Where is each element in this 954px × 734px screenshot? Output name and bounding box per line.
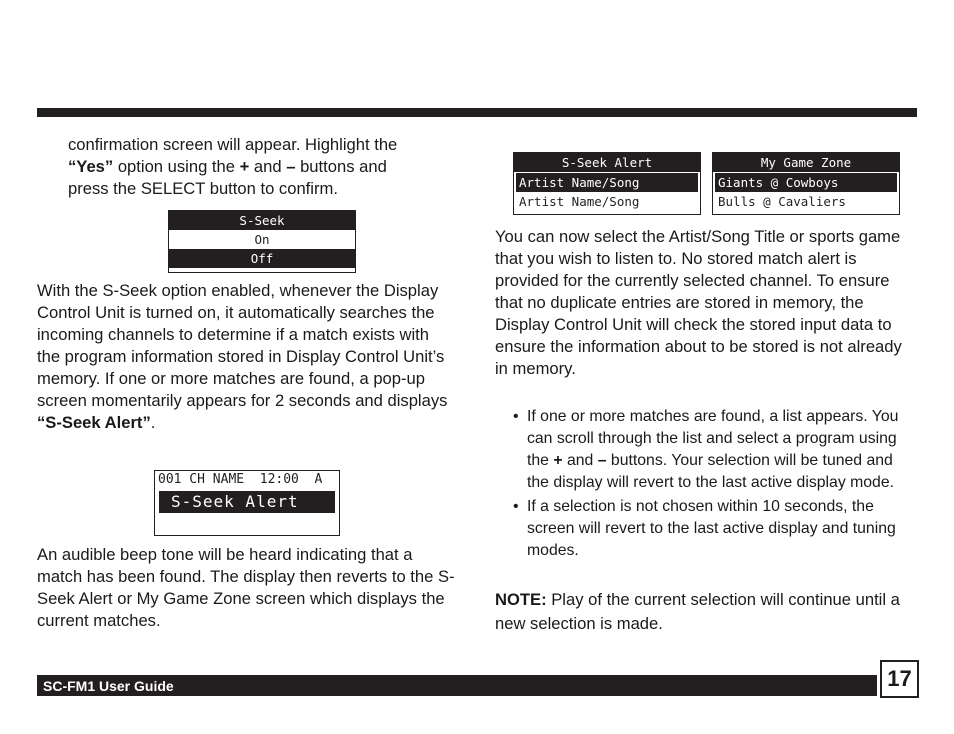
bullet1-text-2: and	[562, 452, 598, 469]
intro-text-3: and	[249, 157, 287, 176]
note-text: Play of the current selection will continue until a new selection is made.	[495, 590, 900, 633]
bullet-dot: •	[513, 408, 519, 425]
plus-symbol: +	[239, 157, 250, 176]
sseek-screen-title: S-Seek	[169, 211, 355, 230]
bullet-item-2	[495, 496, 913, 562]
alert-screen	[154, 470, 340, 536]
note	[495, 588, 913, 636]
page-number: 17	[880, 660, 919, 698]
sseek-option-off: Off	[169, 249, 355, 268]
para2-text: With the S-Seek option enabled, whenever the Display Control Unit is turned on, it automatically searches the incoming channels to determine if a match exists with the program information stored in Display Control Unit’s memory. If one or more matches are found, a pop-up screen momentarily appears for 2 seconds and displays	[37, 281, 448, 410]
sseek-option-on: On	[254, 232, 270, 247]
para3-text: An audible beep tone will be heard indicating that a match has been found. The display then reverts to the S-Seek Alert or My Game Zone screen which displays the current matches.	[37, 545, 455, 630]
intro-text-4: buttons and press the SELECT button to confirm.	[68, 157, 387, 198]
right-para-1	[495, 226, 913, 380]
intro-text-2: option using the	[113, 157, 240, 176]
sseek-screen	[168, 210, 356, 273]
minus-symbol: –	[597, 452, 607, 469]
intro-text: confirmation screen will appear. Highlight the	[68, 135, 398, 154]
para2-end: .	[150, 413, 156, 432]
sseek-alert-screen	[513, 152, 701, 215]
minus-symbol: –	[286, 157, 296, 176]
game-zone-row-1: Giants @ Cowboys	[715, 173, 897, 192]
plus-symbol: +	[553, 452, 563, 469]
bullet2-text: If a selection is not chosen within 10 seconds, the screen will revert to the last active display and tuning modes.	[527, 498, 896, 559]
sseek-alert-title: S-Seek Alert	[514, 153, 700, 172]
sseek-alert-label: “S-Seek Alert”	[37, 413, 151, 432]
game-zone-title: My Game Zone	[713, 153, 899, 172]
game-zone-screen	[712, 152, 900, 215]
bullet-dot: •	[513, 498, 519, 515]
right-para1-text: You can now select the Artist/Song Title or sports game that you wish to listen to. No stored match alert is provided for the currently selected channel. To ensure that no duplicate entries are stored in memory, the Display Control Unit will check the stored input data to ensure the information about to be stored is not already in memory.	[495, 227, 902, 378]
alert-text: S-Seek Alert	[159, 491, 335, 513]
bullet1-text: If one or more matches are found, a list appears. You can scroll through the list and select a program using the	[527, 408, 899, 469]
yes-label: “Yes”	[68, 157, 114, 176]
sseek-alert-row-1: Artist Name/Song	[516, 173, 698, 192]
game-zone-row-2: Bulls @ Cavaliers	[718, 194, 846, 209]
left-para-3	[37, 544, 455, 632]
guide-title: SC-FM1 User Guide	[43, 678, 174, 694]
alert-status-line: 001 CH NAME 12:00 A	[158, 472, 323, 487]
top-rule	[37, 108, 917, 117]
bullet-list	[495, 406, 913, 562]
bullet1-text-3: buttons. Your selection will be tuned and the display will revert to the last active display mode.	[527, 452, 895, 491]
left-intro	[68, 134, 428, 200]
sseek-alert-row-2: Artist Name/Song	[519, 194, 640, 209]
left-para-2	[37, 280, 453, 434]
note-label: NOTE:	[495, 590, 547, 609]
bullet-item-1	[495, 406, 913, 494]
